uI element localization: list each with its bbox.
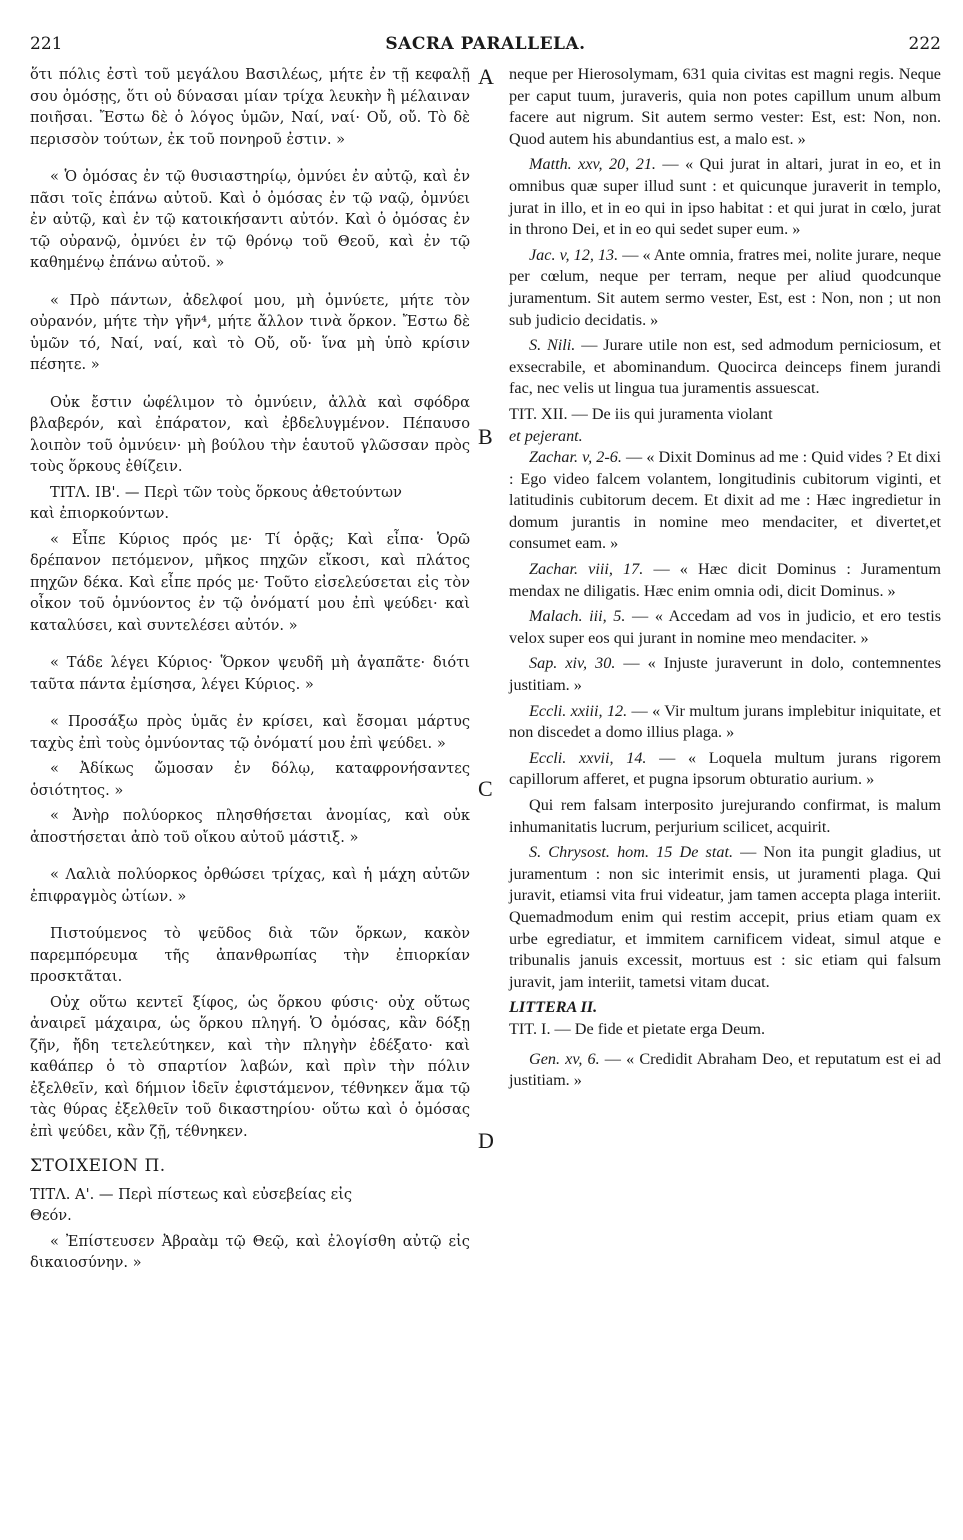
latin-paragraph: Matth. xxv, 20, 21. — « Qui jurat in altari, jurat in eo, et in omnibus quæ super illud sunt : et quicunque juraverit in templo, jurat in illo, et in eo qui in ipso habitat : et qui jurat in cœlo, jurat in throno Dei, et in eo qui sedet super eum. » [509, 155, 941, 239]
latin-paragraph: Jac. v, 12, 13. — « Ante omnia, fratres mei, nolite jurare, neque per cœlum, neque per terram, neque per aliud quodcunque juramentum. Sit autem sermo vester, Est, est : Non, non ; ut non sub judicio decidatis. » [509, 245, 942, 329]
scripture-reference: Zachar. v, 2-6. [529, 448, 622, 467]
scripture-reference: Malach. iii, 5. [529, 607, 626, 626]
greek-paragraph: « Πρὸ πάντων, ἀδελφοί μου, μὴ ὀμνύετε, μήτε τὸν οὐρανόν, μήτε τὴν γῆν⁴, μήτε ἄλλον τινὰ ὅρκον. Ἔστω δὲ ὑμῶν τό, Ναί, ναί, καὶ τὸ Οὔ, οὔ· ἵνα μὴ ὑπὸ κρίσιν πέσητε. » [30, 291, 470, 373]
scripture-reference: Eccli. xxiii, 12. [529, 701, 628, 720]
greek-paragraph: « Λαλιὰ πολύορκος ὀρθώσει τρίχας, καὶ ἡ μάχη αὐτῶν ἐπιφραγμὸς ὠτίων. » [30, 866, 470, 905]
greek-title-heading: ΤΙΤΛ. Α'. — Περὶ πίστεως καὶ εὐσεβείας εἰς [30, 1185, 353, 1203]
latin-paragraph: Zachar. viii, 17. — « Hæc dicit Dominus : Juramentum mendax ne diligatis. Hæc enim omnia odi, dicit Dominus. » [509, 560, 941, 600]
running-title: SACRA PARALLELA. [385, 34, 586, 54]
two-column-body [30, 64, 941, 1278]
latin-paragraph: Zachar. v, 2-6. — « Dixit Dominus ad me : Quid vides ? Et dixi : Ego video falcem volantem, longitudinis cubitorum viginti, et latitudinis cubitorum decem. Et dixit ad me : Hæc ingredietur in domum jurantis in nomine meo mendaciter, et divertet,et consumet eam. » [509, 448, 941, 553]
scripture-reference: S. Nili. [529, 336, 576, 355]
page-number-left: 221 [30, 34, 63, 54]
latin-section-heading: LITTERA II. [509, 998, 598, 1017]
latin-title-heading: TIT. XII. — De iis qui juramenta violant [509, 404, 773, 423]
greek-paragraph: « Ἐπίστευσεν Ἀβραὰμ τῷ Θεῷ, καὶ ἐλογίσθη αὐτῷ εἰς δικαιοσύνην. » [30, 1232, 470, 1271]
greek-paragraph: « Ἀδίκως ὤμοσαν ἐν δόλῳ, καταφρονήσαντες ὁσιότητος. » [30, 760, 470, 799]
margin-marker-b: B [478, 424, 493, 449]
latin-paragraph: Gen. xv, 6. — « Credidit Abraham Deo, et reputatum est ei ad justitiam. » [509, 1049, 941, 1090]
latin-paragraph: Sap. xiv, 30. — « Injuste juraverunt in dolo, contemnentes justitiam. » [509, 654, 941, 695]
latin-title-heading-cont: et pejerant. [509, 426, 583, 445]
scripture-reference: Matth. xxv, 20, 21. [529, 155, 656, 174]
scripture-reference: Eccli. xxvii, 14. [529, 748, 647, 767]
margin-marker-d: D [478, 1128, 494, 1153]
latin-paragraph: Qui rem falsam interposito jurejurando confirmat, is malum inhumanitatis lucrum, perjurium scilicet, acquirit. [509, 796, 941, 836]
greek-paragraph: « Εἶπε Κύριος πρός με· Τί ὁρᾷς; Καὶ εἶπα· Ὁρῶ δρέπανον πετόμενον, μῆκος πηχῶν εἴκοσι, καὶ πλάτος πηχῶν δέκα. Καὶ εἶπε πρός με· Τοῦτο εἰσελεύσεται εἰς τὸν οἶκον τοῦ ὀμνύοντος ἐν τῷ ὀνόματί μου ἐπὶ ψεύδει· καὶ καταλύσει, καὶ συντελέσει αὐτόν. » [30, 530, 470, 634]
latin-paragraph: S. Chrysost. hom. 15 De stat. — Non ita pungit gladius, ut juramentum : non sic interimit ensis, ut juramenti plaga. Qui juravit, etiamsi vita frui videatur, jam tamen accepta plaga interiit. Quemadmodum enim qui restim accepit, prius etiam quam ex urbe egrediatur, et immitem carnificem videat, simul atque e tribunalis januis excessit, mortuus est : sic etiam qui falsum juravit, jam interiit, tametsi vitam ducat. [509, 843, 941, 991]
scripture-reference: Sap. xiv, 30. [529, 654, 616, 673]
latin-column [509, 64, 941, 1278]
greek-paragraph: « Ὁ ὀμόσας ἐν τῷ θυσιαστηρίῳ, ὀμνύει ἐν αὐτῷ, καὶ ἐν πᾶσι τοῖς ἐπάνω αὐτοῦ. Καὶ ὁ ὀμόσας ἐν τῷ ναῷ, ὀμνύει ἐν αὐτῷ, καὶ ἐν τῷ κατοικήσαντι αὐτόν. Καὶ ὁ ὀμόσας ἐν τῷ οὐρανῷ, ὀμνύει ἐν τῷ θρόνῳ τοῦ Θεοῦ, καὶ ἐν τῷ καθημένῳ ἐπάνω αὐτοῦ. » [30, 168, 470, 271]
greek-paragraph: « Τάδε λέγει Κύριος· Ὅρκον ψευδῆ μὴ ἀγαπᾶτε· διότι ταῦτα πάντα ἐμίσησα, λέγει Κύριος. » [30, 654, 470, 693]
latin-paragraph: Malach. iii, 5. — « Accedam ad vos in judicio, et ero testis velox super eos qui jurant in nomine meo mendaciter. » [509, 607, 941, 647]
greek-column [30, 64, 470, 1278]
scripture-reference: Jac. v, 12, 13. [529, 245, 619, 264]
scripture-reference: Gen. xv, 6. [529, 1049, 600, 1068]
greek-paragraph: ὅτι πόλις ἐστὶ τοῦ μεγάλου Βασιλέως, μήτε ἐν τῇ κεφαλῇ σου ὀμόσῃς, ὅτι οὐ δύνασαι μίαν τρίχα λευκὴν ἢ μέλαιναν ποιῆσαι. Ἔστω δὲ ὁ λόγος ὑμῶν, Ναί, ναί· Οὔ, οὔ. Τὸ δὲ περισσὸν τούτων, ἐκ τοῦ πονηροῦ ἐστιν. » [30, 66, 470, 148]
greek-paragraph: Οὐχ οὕτω κεντεῖ ξίφος, ὡς ὅρκου φύσις· οὐχ οὕτως ἀναιρεῖ μάχαιρα, ὡς ὅρκου πληγή. Ὁ ὀμόσας, κἂν δόξῃ ζῆν, ἤδη τετελεύτηκεν, καὶ τὴν πληγὴν ἐδέξατο· καὶ καθάπερ ὁ τὸ σπαρτίον λαβών, καὶ πρὶν τὴν πόλιν ἐξελθεῖν, καὶ δήμιον ἰδεῖν ἐφιστάμενον, τέθνηκεν ἅμα τῷ τὰς θύρας ἐξελθεῖν τοῦ δικαστηρίου· οὕτω καὶ ὁ ὀμόσας ἐπὶ ψεύδει, κἂν ζῇ, τέθνηκεν. [30, 993, 470, 1140]
latin-paragraph: neque per Hierosolymam, 631 quia civitas est magni regis. Neque per caput tuum, juraveris, quia non potes capillum unum album facere aut nigrum. Sit autem sermo vester: Est, est: Non, non. Quod autem his abundantius est, a malo est. » [509, 65, 941, 148]
page-number-right: 222 [908, 34, 941, 54]
scripture-reference: S. Chrysost. hom. 15 De stat. [529, 843, 733, 862]
running-header [30, 34, 941, 64]
greek-title-heading-cont: Θεόν. [30, 1207, 72, 1224]
latin-paragraph: Eccli. xxiii, 12. — « Vir multum jurans implebitur iniquitate, et non discedet a domo illius plaga. » [509, 701, 941, 742]
greek-title-heading-cont: καὶ ἐπιορκούντων. [30, 505, 169, 522]
latin-paragraph: S. Nili. — Jurare utile non est, sed admodum perniciosum, et exsecrabile, et abominandum. Quocirca deinceps finem jurandi fac, nec velis ut lingua tua juramentis assuescat. [509, 336, 941, 398]
margin-marker-c: C [478, 776, 493, 801]
greek-paragraph: « Ἀνὴρ πολύορκος πλησθήσεται ἀνομίας, καὶ οὐκ ἀποστήσεται ἀπὸ τοῦ οἴκου αὐτοῦ μάστιξ. » [30, 807, 470, 846]
greek-paragraph: Οὐκ ἔστιν ὠφέλιμον τὸ ὀμνύειν, ἀλλὰ καὶ σφόδρα βλαβερόν, καὶ ἐπάρατον, καὶ ἐβδελυγμένον. Πέπαυσο λοιπὸν τοῦ ὀμνύειν· μὴ βούλου τὴν ἑαυτοῦ γλῶσσαν πρὸς τοὺς ὅρκους ἐθίζειν. [30, 393, 470, 475]
greek-title-heading: ΤΙΤΛ. ΙΒ'. — Περὶ τῶν τοὺς ὅρκους ἀθετούντων [50, 483, 402, 501]
scripture-reference: Zachar. viii, 17. [529, 560, 644, 579]
greek-paragraph: Πιστούμενος τὸ ψεῦδος διὰ τῶν ὅρκων, κακὸν παρεμπόρευμα τῆς ἀπανθρωπίας τὴν ἐπιορκίαν προσκτᾶται. [30, 925, 470, 985]
greek-paragraph: « Προσάξω πρὸς ὑμᾶς ἐν κρίσει, καὶ ἔσομαι μάρτυς ταχὺς ἐπὶ τοὺς ὀμνύοντας τῷ ὀνόματί μου ἐπὶ ψεύδει. » [30, 713, 470, 752]
latin-paragraph: Eccli. xxvii, 14. — « Loquela multum jurans rigorem capillorum afferet, et pugna ipsorum obturatio aurium. » [509, 748, 941, 789]
margin-marker-a: A [478, 64, 494, 89]
greek-section-heading: ΣΤΟΙΧΕΙΟΝ Π. [30, 1156, 166, 1176]
latin-title-heading: TIT. I. — De fide et pietate erga Deum. [509, 1019, 766, 1038]
